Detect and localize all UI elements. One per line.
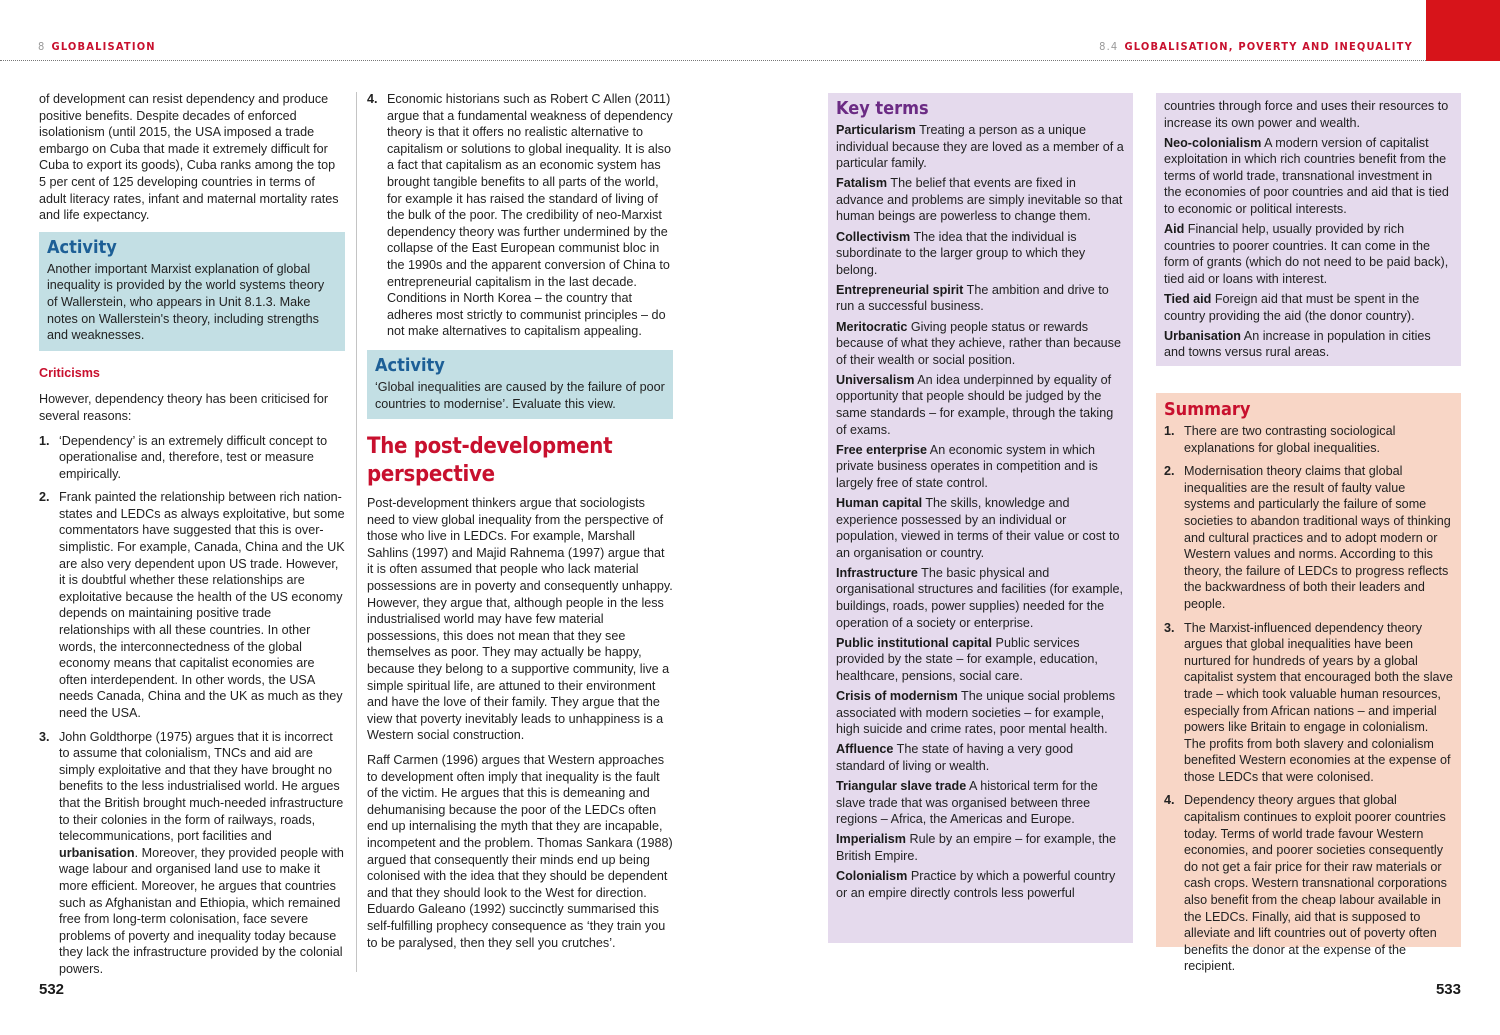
list-text: The Marxist-influenced dependency theory argues that global inequalities have been nurtured for hundreds of years by a global capitalist system that encouraged both the slave trade – which took valuable human resources, especially from African nations – and imperial powers like Britain to engage in colonialism. The profits from both slavery and colonialism benefited Western economies at the expense of those LEDCs that were colonised. — [1184, 620, 1453, 784]
summary-item — [1164, 423, 1453, 456]
key-term-name: Human capital — [836, 495, 923, 510]
list-item — [39, 433, 345, 483]
key-term-name: Infrastructure — [836, 565, 918, 580]
key-term — [836, 778, 1125, 828]
activity-title: Activity — [47, 236, 117, 258]
key-term — [836, 635, 1125, 685]
key-term — [1164, 135, 1453, 218]
key-term-definition: A historical term for the slave trade that was organised between three regions – Africa, the Americas and Europe. — [836, 778, 1098, 827]
key-term-name: Entrepreneurial spirit — [836, 282, 964, 297]
section-number: 8.4 — [1099, 40, 1119, 53]
key-term — [1164, 221, 1453, 287]
key-term-name: Crisis of modernism — [836, 689, 958, 703]
key-term — [836, 831, 1125, 864]
key-term-name: Triangular slave trade — [836, 778, 967, 793]
key-term-link: urbanisation — [59, 845, 135, 860]
key-term-definition: An economic system in which private business operates in competition and is largely free of state control. — [836, 442, 1098, 490]
key-term-name: Colonialism — [836, 868, 908, 883]
list-number: 4. — [1164, 793, 1175, 808]
key-terms-box-continued — [1156, 93, 1461, 366]
summary-item — [1164, 620, 1453, 786]
section-heading: The post-development perspective — [367, 434, 613, 488]
key-term-name: Particularism — [836, 123, 916, 137]
activity-box-1 — [39, 232, 345, 351]
left-page-column-2 — [367, 91, 673, 959]
list-number: 4. — [367, 92, 378, 106]
key-terms-title: Key terms — [836, 98, 929, 119]
key-term-definition: Financial help, usually provided by rich countries to poorer countries. It can come in the form of grants (which do not need to be paid back), tied aid or loans with interest. — [1164, 222, 1449, 286]
key-term-definition: The state of having a very good standard of living or wealth. — [836, 742, 1074, 773]
key-term — [836, 372, 1125, 438]
summary-title: Summary — [1164, 399, 1251, 420]
key-term-definition: Giving people status or rewards because of what they achieve, rather than because of their wealth or social position. — [836, 319, 1121, 367]
list-item — [39, 729, 345, 978]
key-term — [836, 741, 1125, 774]
key-term-definition: The idea that the individual is subordinate to the larger group to which they belong. — [836, 229, 1086, 277]
key-term — [836, 688, 1125, 738]
key-term-name: Fatalism — [836, 176, 888, 191]
list-text: ‘Dependency’ is an extremely difficult concept to operationalise and, therefore, test or measure empirically. — [59, 433, 328, 481]
key-term — [836, 319, 1125, 369]
running-header-right — [1099, 40, 1413, 53]
page-number-right: 533 — [1435, 981, 1461, 998]
criticisms-heading: Criticisms — [39, 365, 100, 380]
key-term-name: Universalism — [836, 372, 915, 387]
key-term-definition: A modern version of capitalist exploitation in which rich countries benefit from the terms of world trade, transnational investment in the economies of poor countries and aid that is tied to economic or political interests. — [1164, 135, 1449, 217]
key-term-name: Tied aid — [1164, 292, 1212, 307]
key-term-definition: The belief that events are fixed in advance and problems are simply inevitable so that human beings are powerless to change them. — [836, 176, 1123, 224]
summary-item — [1164, 463, 1453, 612]
list-number: 3. — [39, 729, 50, 744]
key-term-name: Public institutional capital — [836, 635, 993, 650]
key-term-name: Aid — [1164, 222, 1185, 237]
activity-text: Another important Marxist explanation of global inequality is provided by the world systems theory of Wallerstein, who appears in Unit 8.1.3. Make notes on Wallerstein's theory, including strengths and weaknesses. — [47, 261, 325, 343]
criticisms-list — [39, 433, 345, 978]
left-page-column-1 — [39, 91, 345, 985]
list-text: Dependency theory argues that global capitalism continues to exploit poorer countries today. Terms of world trade favour Western economies, and poorer societies consequently do not get a fair price for their raw materials or cash crops. Western transnational corporations also benefit from the cheap labour available in the LEDCs. Finally, aid that is supposed to alleviate and lift countries out of poverty often benefits the donor at the expense of the recipient. — [1184, 793, 1447, 974]
key-term-name: Affluence — [836, 742, 894, 757]
list-number: 1. — [1164, 424, 1175, 438]
list-text: . Moreover, they provided people with wage labour and organised land use to make it more efficient. Moreover, he argues that countries such as Afghanistan and Ethiopia, which remained free from long-term colonisation, face severe problems of poverty and inequality today because they lack the infrastructure provided by the colonial powers. — [59, 845, 344, 976]
key-term-definition: An increase in population in cities and towns versus rural areas. — [1164, 328, 1431, 360]
key-term-name: Free enterprise — [836, 442, 927, 457]
criticisms-intro: However, dependency theory has been criticised for several reasons: — [39, 392, 329, 423]
activity-text: ‘Global inequalities are caused by the failure of poor countries to modernise’. Evaluate this view. — [375, 379, 665, 411]
key-term-definition: An idea underpinned by equality of opportunity that people should be judged by the same standards – for example, through the taking of exams. — [836, 372, 1114, 437]
list-text: John Goldthorpe (1975) argues that it is incorrect to assume that colonialism, TNCs and aid are simply exploitative and that they have brought no benefits to the less industrialised world. He argues that the British brought much-needed infrastructure to their colonies in the form of railways, roads, telecommunications, port facilities and — [59, 729, 344, 844]
list-text: Modernisation theory claims that global inequalities are the result of faulty value systems and particularly the failure of some societies to abandon traditional ways of thinking and cultural practices and to adopt modern or Western values and norms. According to this theory, the failure of LEDCs to progress reflects the backwardness of both their leaders and people. — [1184, 464, 1451, 611]
summary-item — [1164, 792, 1453, 975]
key-term-name: Neo-colonialism — [1164, 135, 1262, 150]
chapter-tab — [1426, 0, 1500, 61]
criticisms-list-continued — [367, 91, 673, 340]
key-term-definition: Rule by an empire – for example, the British Empire. — [836, 832, 1117, 863]
key-term-definition: Foreign aid that must be spent in the country providing the aid (the donor country). — [1164, 292, 1420, 323]
key-term — [836, 229, 1125, 279]
summary-box — [1156, 393, 1461, 974]
chapter-title: GLOBALISATION — [51, 40, 156, 53]
list-text: Economic historians such as Robert C Allen (2011) argue that a fundamental weakness of dependency theory is that it offers no realistic alternative to capitalism or solutions to global inequality. It is also a fact that capitalism as an economic system has brought tangible benefits to all parts of the world, for example it has raised the standard of living of the bulk of the poor. The credibility of neo-Marxist dependency theory was further undermined by the collapse of the East European communist bloc in the 1990s and the apparent conversion of China to entrepreneurial capitalism in the last decade. Conditions in North Korea – the country that adheres most strictly to communist principles – do not make alternatives to capitalism appealing. — [387, 92, 673, 339]
chapter-number: 8 — [38, 40, 46, 53]
list-text: Frank painted the relationship between rich nation-states and LEDCs as always exploitative, but some commentators have suggested that this is over-simplistic. For example, Canada, China and the UK are also very dependent upon US trade. However, it is doubtful whether these relationships are exploitative because the health of the US economy depends on maintaining positive trade relationships with all these countries. In other words, the interconnectedness of the global economy means that capitalist economies are often interdependent. In other words, the USA needs Canada, China and the UK as much as they need the USA. — [59, 490, 345, 720]
key-term — [836, 282, 1125, 315]
key-term-definition: Public services provided by the state – for example, education, healthcare, pensions, social care. — [836, 635, 1098, 683]
page-number-left: 532 — [39, 981, 65, 998]
running-header-left — [38, 40, 156, 53]
key-term-definition: The skills, knowledge and experience possessed by an individual or population, viewed in terms of their value or cost to an organisation or country. — [836, 495, 1120, 560]
key-term-definition: Practice by which a powerful country or an empire directly controls less powerful — [836, 868, 1116, 900]
column-divider — [356, 92, 357, 972]
list-item — [367, 91, 673, 340]
key-term-continuation: countries through force and uses their resources to increase its own power and wealth. — [1164, 99, 1449, 130]
list-number: 1. — [39, 433, 50, 448]
list-number: 2. — [39, 490, 50, 505]
body-paragraph: Post-development thinkers argue that sociologists need to view global inequality from the perspective of those who live in LEDCs. For example, Marshall Sahlins (1997) and Majid Rahnema (1997) argue that it is often assumed that people who lack material possessions are in poverty and consequently unhappy. However, they argue that, although people in the less industrialised world may have few material possessions, this does not mean that they see themselves as poor. They may actually be happy, because they belong to a supportive community, live a simple spiritual life, are attuned to their environment and have the love of their family. They argue that the view that poverty inevitably leads to unhappiness is a Western social construction. — [367, 496, 673, 743]
key-term-name: Imperialism — [836, 832, 906, 847]
key-term — [836, 175, 1125, 225]
list-item — [39, 489, 345, 721]
key-term — [1164, 328, 1453, 361]
list-number: 3. — [1164, 620, 1175, 635]
list-text: There are two contrasting sociological explanations for global inequalities. — [1184, 424, 1396, 455]
summary-list — [1164, 423, 1453, 975]
body-paragraph: Raff Carmen (1996) argues that Western approaches to development often imply that inequality is the fault of the victim. He argues that this is demeaning and dehumanising because the poor of the LEDCs often end up internalising the myth that they are incapable, incompetent and the problem. Thomas Sankara (1988) argued that consequently their minds end up being colonised with the idea that they should be dependent and that they should look to the West for direction. Eduardo Galeano (1992) succinctly summarised this self-fulfilling prophecy consequence as ‘they train you to be paralysed, then they sell you crutches’. — [367, 753, 673, 950]
key-term — [836, 565, 1125, 631]
key-term-definition: Treating a person as a unique individual because they are loved as a member of a particular family. — [836, 123, 1124, 171]
key-term-name: Meritocratic — [836, 319, 908, 334]
header-divider — [0, 60, 1426, 61]
key-term-definition: The unique social problems associated with modern societies – for example, high suicide and crime rates, poor mental health. — [836, 689, 1116, 737]
activity-title: Activity — [375, 354, 445, 376]
key-term-name: Urbanisation — [1164, 328, 1241, 343]
section-title: GLOBALISATION, POVERTY AND INEQUALITY — [1124, 40, 1413, 53]
activity-box-2 — [367, 350, 673, 419]
key-terms-list — [836, 122, 1125, 901]
key-terms-list — [1164, 135, 1453, 361]
key-term-name: Collectivism — [836, 229, 911, 244]
key-term-definition: The basic physical and organisational structures and facilities (for example, buildings, roads, power supplies) needed for the operation of a society or enterprise. — [836, 565, 1123, 630]
key-term-definition: The ambition and drive to run a successful business. — [836, 282, 1109, 314]
key-term — [836, 495, 1125, 561]
list-number: 2. — [1164, 464, 1175, 479]
key-term — [1164, 291, 1453, 324]
key-term — [836, 122, 1125, 172]
key-terms-box — [828, 93, 1133, 943]
intro-paragraph: of development can resist dependency and produce positive benefits. Despite decades of enforced isolationism (until 2015, the USA imposed a trade embargo on Cuba that made it extremely difficult for Cuba to export its goods), Cuba ranks among the top 5 per cent of 125 developing countries in terms of adult literacy rates, infant and maternal mortality rates and life expectancy. — [39, 92, 339, 223]
key-term — [836, 868, 1125, 901]
key-term — [836, 442, 1125, 492]
